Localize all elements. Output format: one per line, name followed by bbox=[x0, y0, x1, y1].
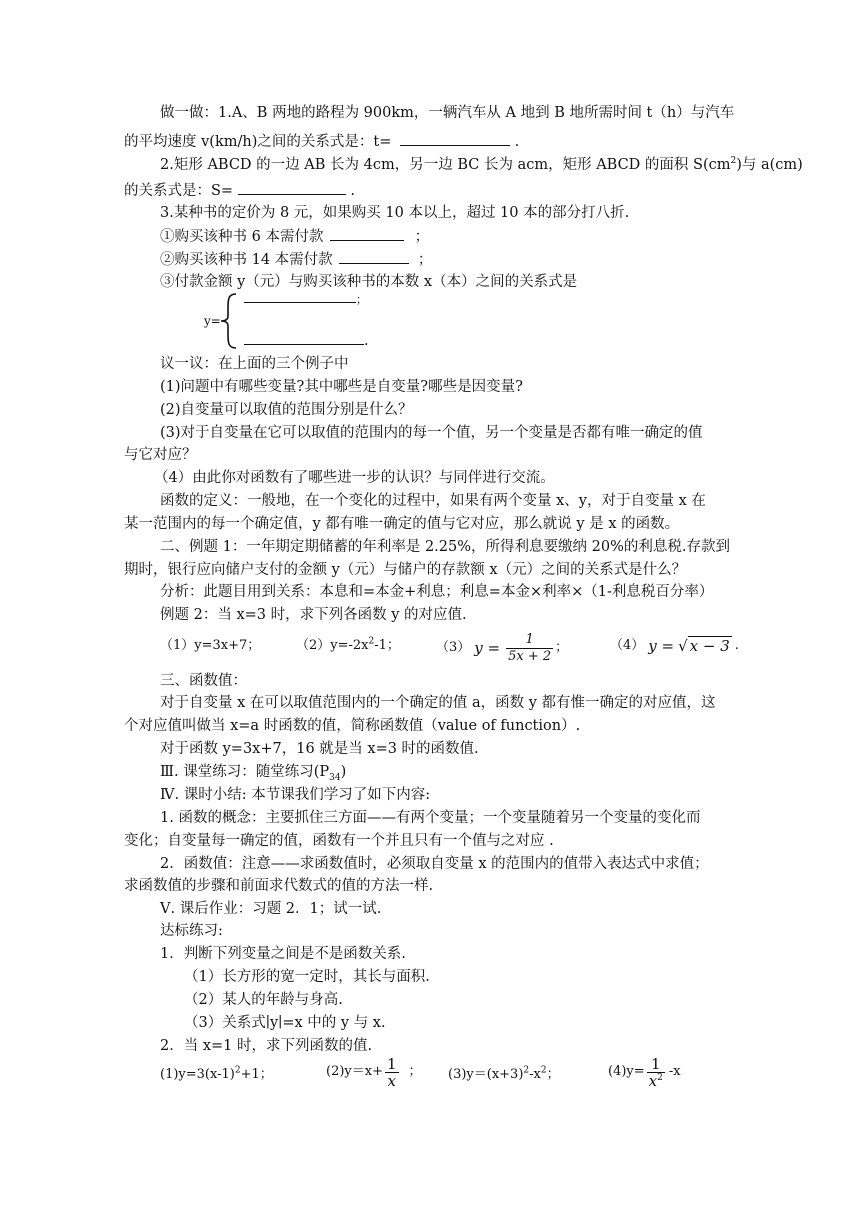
definition-b: 某一范围内的每一个确定值，y 都有唯一确定的值与它对应，那么就说 y 是 x 的函数。 bbox=[124, 516, 680, 532]
answer-blank-case2 bbox=[244, 330, 364, 345]
practice-line-1a: 做一做：1.A、B 两地的路程为 900km，一辆汽车从 A 地到 B 地所需时间 t（h）与汽车 bbox=[160, 105, 735, 121]
example2-f3 bbox=[436, 628, 568, 668]
summary-1b: 变化；自变量每一确定的值，函数有一个并且只有一个值与之对应 . bbox=[124, 833, 554, 849]
piecewise-case-1 bbox=[244, 288, 367, 309]
g3-tail: ； bbox=[546, 1067, 560, 1082]
discuss-title: 议一议：在上面的三个例子中 bbox=[160, 356, 349, 372]
classwork-text: Ⅲ. 课堂练习：随堂练习(P bbox=[160, 764, 330, 780]
g4-numerator: 1 bbox=[650, 1054, 661, 1073]
radical-sign-icon: √ bbox=[678, 637, 688, 655]
practice-line-3-2 bbox=[160, 249, 432, 269]
answer-blank-case1 bbox=[244, 288, 356, 303]
period-mark: . bbox=[364, 333, 369, 349]
f3-label: （3） bbox=[436, 640, 471, 655]
f3-fraction bbox=[506, 632, 553, 665]
example2-f2 bbox=[296, 637, 400, 655]
practice-line-2a-tail: )与 a(cm) bbox=[736, 157, 803, 173]
g3-text: (3)y＝(x+3) bbox=[448, 1067, 524, 1082]
discuss-q3b: 与它对应？ bbox=[124, 447, 197, 463]
example1-a: 二、例题 1：一年期定期储蓄的年利率是 2.25%，所得利息要缴纳 20%的利息税.存款到 bbox=[160, 539, 730, 555]
g2-fraction bbox=[385, 1056, 399, 1089]
drill-g2 bbox=[326, 1052, 422, 1092]
summary-2a: 2．函数值：注意——求函数值时，必须取自变量 x 的范围内的值带入表达式中求值； bbox=[160, 856, 709, 872]
period-mark: . bbox=[734, 638, 739, 653]
f2-text: （2）y=-2x bbox=[296, 638, 369, 653]
practice-line-1b bbox=[124, 131, 519, 151]
left-brace bbox=[218, 292, 240, 350]
semicolon-mark: ； bbox=[417, 252, 433, 268]
superscript: 2 bbox=[368, 636, 375, 647]
practice-line-3-3: ③付款金额 y（元）与购买该种书的本数 x（本）之间的关系式是 bbox=[160, 274, 578, 290]
drill-q2: 2．当 x=1 时，求下列函数的值. bbox=[160, 1038, 373, 1054]
f4-label: （4） bbox=[610, 638, 645, 653]
f4-radicand: x − 3 bbox=[689, 637, 730, 655]
answer-blank-14 bbox=[339, 249, 409, 264]
g4-fraction bbox=[647, 1056, 665, 1089]
discuss-q2: (2)自变量可以取值的范围分别是什么？ bbox=[160, 402, 413, 418]
g3-mid: -x bbox=[529, 1067, 541, 1082]
f3-lhs: y = bbox=[474, 639, 501, 657]
period-mark: . bbox=[350, 183, 355, 199]
classwork-close: ) bbox=[340, 764, 347, 780]
drill-g4 bbox=[608, 1052, 681, 1092]
semicolon-mark: ； bbox=[555, 640, 569, 655]
semicolon-mark: ； bbox=[356, 293, 367, 306]
drill-q1-1: （1）长方形的宽一定时，其长与面积. bbox=[184, 969, 430, 985]
homework-line: Ⅴ. 课后作业：习题 2．1；试一试. bbox=[160, 901, 382, 917]
drill-g3 bbox=[448, 1066, 560, 1084]
g4-tail: -x bbox=[668, 1064, 681, 1079]
example2-f1: （1）y=3x+7； bbox=[160, 638, 261, 653]
drill-q1-3: （3）关系式∣y∣=x 中的 y 与 x. bbox=[184, 1015, 386, 1031]
subscript: 34 bbox=[329, 772, 341, 783]
answer-blank-s bbox=[238, 180, 346, 195]
f3-denominator: 5x + 2 bbox=[508, 648, 552, 664]
practice-line-2a-text: 2.矩形 ABCD 的一边 AB 长为 4cm，另一边 BC 长为 acm，矩形 ABCD 的面积 S(cm bbox=[160, 157, 731, 173]
funcval-p-b: 个对应值叫做当 x=a 时函数的值，简称函数值（value of function）. bbox=[124, 718, 581, 734]
g1-tail: +1； bbox=[240, 1067, 273, 1082]
answer-blank-t bbox=[400, 131, 510, 146]
g4-den-var: x bbox=[648, 1071, 658, 1090]
practice-line-3-2-text: ②购买该种书 14 本需付款 bbox=[160, 252, 333, 268]
definition-a: 函数的定义：一般地，在一个变化的过程中，如果有两个变量 x、y，对于自变量 x 在 bbox=[160, 493, 706, 509]
g2-numerator: 1 bbox=[386, 1054, 397, 1073]
drill-q1: 1．判断下列变量之间是不是函数关系. bbox=[160, 946, 406, 962]
superscript: 2 bbox=[540, 1065, 547, 1076]
superscript: 2 bbox=[730, 156, 737, 167]
semicolon-mark: ； bbox=[414, 229, 430, 245]
classwork-line bbox=[160, 763, 346, 781]
g4-text: (4)y= bbox=[608, 1064, 645, 1079]
practice-line-3-1 bbox=[160, 226, 429, 246]
summary-1a: 1. 函数的概念：主要抓住三方面——有两个变量；一个变量随着另一个变量的变化而 bbox=[160, 810, 701, 826]
funcval-title: 三、函数值： bbox=[160, 673, 247, 689]
drill-g1 bbox=[160, 1066, 273, 1084]
superscript: 2 bbox=[234, 1065, 241, 1076]
f3-numerator: 1 bbox=[525, 631, 534, 647]
piecewise-case-2 bbox=[244, 330, 369, 350]
discuss-q3a: (3)对于自变量在它可以取值的范围内的每一个值，另一个变量是否都有唯一确定的值 bbox=[160, 425, 703, 441]
practice-line-3-1-text: ①购买该种书 6 本需付款 bbox=[160, 229, 324, 245]
period-mark: . bbox=[514, 134, 520, 150]
summary-title: Ⅳ. 课时小结: 本节课我们学习了如下内容: bbox=[160, 787, 431, 803]
f2-tail: -1； bbox=[374, 638, 400, 653]
funcval-p-c: 对于函数 y=3x+7，16 就是当 x=3 时的函数值. bbox=[160, 741, 479, 757]
summary-2b: 求函数值的步骤和前面求代数式的值的方法一样. bbox=[124, 878, 434, 894]
practice-line-2b bbox=[124, 180, 355, 200]
practice-line-2b-text: 的关系式是：S= bbox=[124, 183, 234, 199]
funcval-p-a: 对于自变量 x 在可以取值范围内的一个确定的值 a，函数 y 都有惟一确定的对应值，这 bbox=[160, 695, 716, 711]
answer-blank-6 bbox=[330, 226, 404, 241]
g4-denominator bbox=[647, 1073, 665, 1089]
g2-denominator: x bbox=[387, 1071, 396, 1090]
practice-line-3: 3.某种书的定价为 8 元，如果购买 10 本以上，超过 10 本的部分打八折. bbox=[160, 205, 630, 221]
f4-lhs: y = bbox=[648, 637, 675, 655]
example2-f4 bbox=[610, 637, 739, 655]
discuss-q4: （4）由此你对函数有了哪些进一步的认识？与同伴进行交流。 bbox=[154, 470, 555, 486]
practice-line-1b-text: 的平均速度 v(km/h)之间的关系式是：t= bbox=[124, 134, 392, 150]
piecewise-y: y= bbox=[204, 314, 221, 328]
practice-line-2a bbox=[160, 156, 803, 174]
analysis-line: 分析：此题目用到关系：本息和=本金+利息；利息=本金×利率×（1-利息税百分率） bbox=[160, 584, 714, 600]
example1-b: 期时，银行应向储户支付的金额 y（元）与储户的存款额 x（元）之间的关系式是什么？ bbox=[124, 562, 687, 578]
g2-tail: ； bbox=[408, 1064, 422, 1079]
superscript: 2 bbox=[523, 1065, 530, 1076]
g1-text: (1)y=3(x-1) bbox=[160, 1067, 235, 1082]
g2-text: (2)y＝x+ bbox=[326, 1064, 383, 1079]
example2-line: 例题 2：当 x=3 时，求下列各函数 y 的对应值. bbox=[160, 607, 467, 623]
drill-title: 达标练习: bbox=[160, 923, 223, 939]
discuss-q1: (1)问题中有哪些变量?其中哪些是自变量?哪些是因变量? bbox=[160, 379, 523, 395]
drill-q1-2: （2）某人的年龄与身高. bbox=[184, 992, 343, 1008]
f4-sqrt bbox=[678, 637, 732, 655]
superscript: 2 bbox=[657, 1072, 663, 1083]
